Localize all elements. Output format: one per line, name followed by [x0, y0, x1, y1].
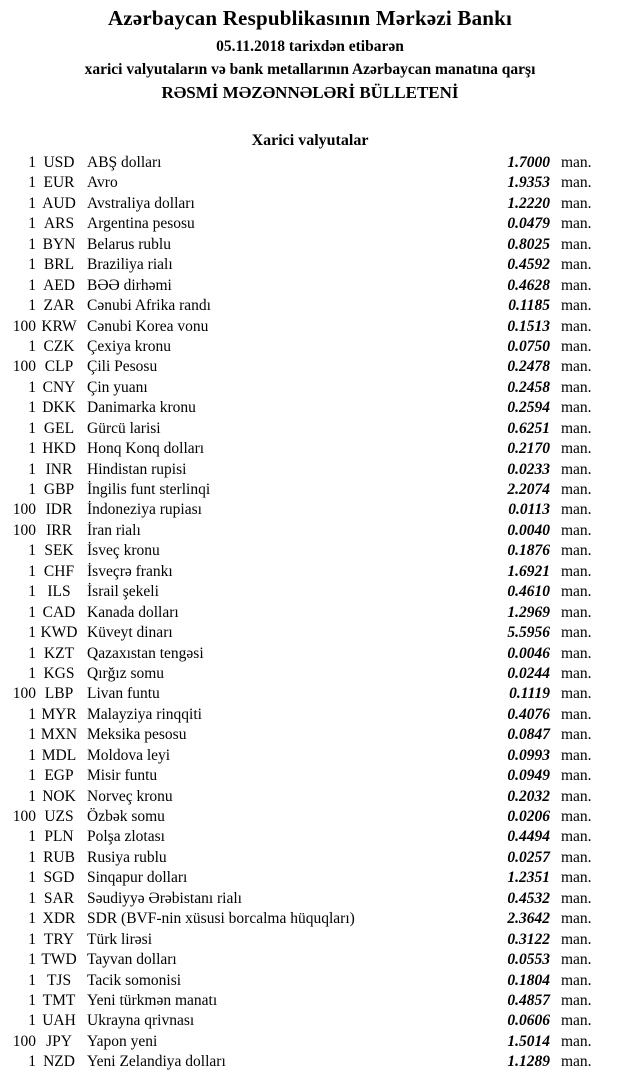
rate-row	[0, 725, 620, 745]
row-currency-code: BRL	[43, 256, 75, 274]
row-quantity: 1	[28, 930, 36, 948]
row-currency-code: ZAR	[43, 297, 75, 315]
bulletin-title: RƏSMİ MƏZƏNNƏLƏRİ BÜLLETENİ	[161, 83, 459, 102]
rate-row	[0, 255, 620, 275]
rate-row	[0, 337, 620, 357]
row-currency-name: Misir funtu	[87, 767, 158, 785]
row-currency-name: Yeni türkmən manatı	[87, 991, 218, 1009]
row-quantity: 1	[28, 991, 36, 1009]
row-unit-label: man.	[561, 889, 592, 907]
rate-row	[0, 1032, 620, 1052]
rate-row	[0, 235, 620, 255]
row-rate-value: 0.0046	[507, 644, 550, 662]
bank-name-title: Azərbaycan Respublikasının Mərkəzi Bankı	[107, 6, 513, 30]
row-rate-value: 1.2969	[507, 603, 550, 621]
row-currency-code: BYN	[42, 235, 76, 253]
row-unit-label: man.	[561, 317, 592, 335]
row-quantity: 1	[28, 460, 36, 478]
rate-row	[0, 562, 620, 582]
row-rate-value: 0.4532	[507, 889, 550, 907]
row-unit-label: man.	[561, 235, 592, 253]
row-quantity: 1	[28, 542, 36, 560]
row-currency-name: Qırğız somu	[87, 664, 165, 682]
rate-row	[0, 950, 620, 970]
row-quantity: 1	[28, 624, 36, 642]
row-quantity: 1	[28, 194, 36, 212]
row-quantity: 1	[28, 419, 36, 437]
rate-row	[0, 705, 620, 725]
rate-row	[0, 766, 620, 786]
row-currency-name: İsveç kronu	[87, 542, 160, 560]
row-currency-name: Tacik somonisi	[87, 971, 182, 989]
row-currency-code: PLN	[44, 828, 74, 846]
row-currency-code: KZT	[43, 644, 75, 662]
row-currency-code: EGP	[44, 767, 74, 785]
row-currency-name: İsrail şekeli	[87, 583, 159, 601]
row-unit-label: man.	[561, 705, 592, 723]
row-currency-code: EUR	[43, 174, 75, 192]
rate-row	[0, 173, 620, 193]
row-currency-code: IRR	[46, 521, 72, 539]
rate-row	[0, 930, 620, 950]
row-currency-code: AUD	[42, 194, 76, 212]
row-currency-code: JPY	[46, 1032, 72, 1050]
rate-row	[0, 214, 620, 234]
row-unit-label: man.	[561, 501, 592, 519]
row-rate-value: 1.5014	[507, 1032, 550, 1050]
row-rate-value: 2.2074	[507, 481, 550, 498]
row-currency-name: Yeni Zelandiya dolları	[87, 1053, 226, 1071]
rate-row	[0, 439, 620, 459]
row-quantity: 100	[12, 501, 36, 519]
row-currency-name: Polşa zlotası	[87, 828, 165, 846]
row-rate-value: 1.2351	[507, 869, 550, 887]
rate-row	[0, 153, 620, 173]
row-quantity: 1	[28, 644, 36, 662]
row-quantity: 1	[28, 726, 36, 744]
rate-row	[0, 909, 620, 929]
row-currency-code: CZK	[43, 337, 75, 355]
row-currency-name: İndoneziya rupiası	[87, 501, 202, 519]
row-unit-label: man.	[561, 337, 592, 355]
row-unit-label: man.	[561, 603, 592, 621]
rate-row	[0, 419, 620, 439]
row-unit-label: man.	[561, 726, 592, 744]
row-quantity: 1	[28, 705, 36, 723]
row-rate-value: 0.1119	[509, 685, 550, 703]
rate-row	[0, 684, 620, 704]
row-currency-name: Çin yuanı	[87, 378, 148, 396]
row-currency-name: Özbək somu	[87, 808, 165, 825]
row-currency-code: HKD	[42, 440, 76, 458]
row-currency-code: CNY	[42, 378, 76, 396]
row-rate-value: 0.4592	[507, 256, 550, 274]
row-unit-label: man.	[561, 828, 592, 846]
rate-row	[0, 1052, 620, 1072]
row-unit-label: man.	[561, 1032, 592, 1050]
rate-row	[0, 623, 620, 643]
row-unit-label: man.	[561, 1012, 592, 1030]
row-rate-value: 0.2478	[507, 358, 550, 376]
row-quantity: 100	[12, 358, 36, 376]
row-currency-name: Avro	[87, 174, 118, 192]
row-unit-label: man.	[561, 256, 592, 274]
row-unit-label: man.	[561, 583, 592, 601]
section-title-foreign-currencies: Xarici valyutalar	[251, 132, 369, 149]
row-currency-code: SGD	[43, 869, 75, 887]
row-currency-code: ILS	[47, 583, 71, 601]
row-unit-label: man.	[561, 460, 592, 478]
row-currency-name: İsveçrə frankı	[87, 562, 173, 580]
row-rate-value: 0.0993	[507, 746, 550, 764]
row-unit-label: man.	[561, 991, 592, 1009]
row-quantity: 1	[28, 154, 36, 171]
row-currency-name: Çili Pesosu	[87, 358, 158, 376]
row-quantity: 1	[28, 215, 36, 233]
row-currency-code: TJS	[46, 971, 72, 989]
row-currency-name: Argentina pesosu	[87, 215, 195, 233]
row-unit-label: man.	[561, 971, 592, 989]
row-currency-name: Hindistan rupisi	[87, 460, 187, 478]
row-quantity: 1	[28, 583, 36, 601]
row-rate-value: 0.0233	[507, 460, 550, 478]
row-rate-value: 2.3642	[507, 910, 550, 928]
row-currency-code: MYR	[41, 705, 77, 723]
row-unit-label: man.	[561, 542, 592, 560]
row-quantity: 1	[28, 603, 36, 621]
rate-row	[0, 971, 620, 991]
row-rate-value: 1.9353	[507, 174, 550, 192]
row-rate-value: 0.1804	[507, 971, 550, 989]
row-currency-code: TMT	[42, 991, 76, 1009]
row-currency-code: SAR	[43, 889, 75, 907]
row-rate-value: 0.0257	[507, 848, 550, 866]
row-currency-name: SDR (BVF-nin xüsusi borcalma hüquqları)	[87, 910, 355, 928]
row-unit-label: man.	[561, 521, 592, 539]
row-currency-name: Braziliya rialı	[87, 256, 173, 274]
row-currency-code: NOK	[42, 787, 76, 805]
rate-row	[0, 317, 620, 337]
row-unit-label: man.	[561, 624, 592, 642]
row-currency-code: KWD	[40, 624, 78, 642]
row-rate-value: 1.2220	[507, 194, 550, 212]
row-currency-name: Moldova leyi	[87, 746, 171, 764]
row-unit-label: man.	[561, 644, 592, 662]
row-currency-code: CHF	[43, 562, 75, 580]
rate-row	[0, 1011, 620, 1031]
row-unit-label: man.	[561, 1053, 592, 1071]
row-quantity: 1	[28, 440, 36, 458]
rate-row	[0, 194, 620, 214]
row-unit-label: man.	[561, 194, 592, 212]
row-rate-value: 0.0949	[507, 767, 550, 785]
rate-row	[0, 746, 620, 766]
row-currency-code: LBP	[44, 685, 74, 703]
row-unit-label: man.	[561, 951, 592, 969]
row-rate-value: 0.1876	[507, 542, 550, 560]
row-quantity: 1	[28, 256, 36, 274]
row-quantity: 1	[28, 971, 36, 989]
row-currency-code: MDL	[41, 746, 77, 764]
row-currency-code: RUB	[43, 848, 75, 866]
rate-row	[0, 582, 620, 602]
row-quantity: 1	[28, 848, 36, 866]
row-unit-label: man.	[561, 562, 592, 580]
rate-row	[0, 644, 620, 664]
row-quantity: 1	[28, 746, 36, 764]
row-currency-code: IDR	[45, 501, 73, 519]
rate-row	[0, 480, 620, 500]
row-quantity: 100	[12, 808, 36, 825]
row-quantity: 1	[28, 664, 36, 682]
row-currency-name: Türk lirəsi	[87, 930, 152, 948]
row-quantity: 1	[28, 889, 36, 907]
row-quantity: 1	[28, 235, 36, 253]
row-currency-code: UAH	[42, 1012, 76, 1030]
row-currency-name: İngilis funt sterlinqi	[87, 481, 211, 498]
row-unit-label: man.	[561, 399, 592, 417]
rate-row	[0, 807, 620, 827]
rate-row	[0, 827, 620, 847]
row-currency-name: Danimarka kronu	[87, 399, 196, 417]
row-currency-name: Avstraliya dolları	[87, 194, 195, 212]
row-quantity: 100	[12, 1032, 36, 1050]
row-currency-name: Səudiyyə Ərəbistanı rialı	[87, 889, 242, 907]
rate-row	[0, 991, 620, 1011]
row-rate-value: 0.1513	[507, 317, 550, 335]
row-quantity: 1	[28, 910, 36, 928]
rate-row	[0, 296, 620, 316]
row-unit-label: man.	[561, 767, 592, 785]
row-rate-value: 0.4857	[507, 991, 550, 1009]
row-quantity: 1	[28, 297, 36, 315]
row-currency-code: GEL	[43, 419, 75, 437]
row-currency-code: ARS	[43, 215, 75, 233]
row-quantity: 1	[28, 1053, 36, 1071]
row-currency-code: DKK	[42, 399, 76, 417]
row-rate-value: 0.0040	[507, 521, 550, 539]
row-rate-value: 0.8025	[507, 235, 550, 253]
row-rate-value: 0.4610	[507, 583, 550, 601]
row-currency-code: KGS	[43, 664, 75, 682]
row-quantity: 1	[28, 767, 36, 785]
row-currency-name: Cənubi Korea vonu	[87, 317, 209, 335]
row-unit-label: man.	[561, 910, 592, 928]
row-currency-name: Cənubi Afrika randı	[87, 297, 211, 315]
row-quantity: 100	[12, 685, 36, 703]
row-quantity: 1	[28, 399, 36, 417]
row-unit-label: man.	[561, 787, 592, 805]
row-currency-code: USD	[43, 154, 75, 171]
row-unit-label: man.	[561, 297, 592, 315]
row-unit-label: man.	[561, 440, 592, 458]
rate-row	[0, 664, 620, 684]
row-currency-code: TRY	[43, 930, 75, 948]
row-currency-code: XDR	[42, 910, 76, 928]
row-currency-code: NZD	[43, 1053, 75, 1071]
row-quantity: 1	[28, 869, 36, 887]
row-unit-label: man.	[561, 746, 592, 764]
row-currency-name: ABŞ dolları	[87, 154, 162, 171]
effective-date-line: 05.11.2018 tarixdən etibarən	[216, 38, 404, 55]
row-currency-code: GBP	[43, 481, 75, 498]
row-currency-name: Honq Konq dolları	[87, 440, 205, 458]
row-currency-name: Belarus rublu	[87, 235, 171, 253]
row-unit-label: man.	[561, 154, 592, 171]
row-currency-code: SEK	[44, 542, 74, 560]
row-unit-label: man.	[561, 664, 592, 682]
row-currency-code: INR	[45, 460, 73, 478]
row-currency-name: BƏƏ dirhəmi	[87, 276, 172, 294]
row-currency-name: İran rialı	[87, 521, 141, 539]
row-currency-name: Meksika pesosu	[87, 726, 187, 744]
row-unit-label: man.	[561, 174, 592, 192]
row-rate-value: 0.4628	[507, 276, 550, 294]
row-unit-label: man.	[561, 930, 592, 948]
exchange-rates-table	[0, 153, 620, 1073]
row-rate-value: 0.2594	[507, 399, 550, 417]
rate-row	[0, 276, 620, 296]
rate-row	[0, 378, 620, 398]
row-rate-value: 0.6251	[507, 419, 550, 437]
row-quantity: 1	[28, 378, 36, 396]
row-quantity: 1	[28, 337, 36, 355]
row-quantity: 1	[28, 481, 36, 498]
row-rate-value: 0.4076	[507, 705, 550, 723]
rate-row	[0, 398, 620, 418]
row-currency-name: Çexiya kronu	[87, 337, 171, 355]
row-currency-code: CAD	[42, 603, 76, 621]
rate-row	[0, 848, 620, 868]
row-unit-label: man.	[561, 685, 592, 703]
row-rate-value: 0.2170	[507, 440, 550, 458]
row-quantity: 1	[28, 951, 36, 969]
rate-row	[0, 357, 620, 377]
row-rate-value: 5.5956	[507, 624, 550, 642]
row-rate-value: 0.3122	[507, 930, 550, 948]
row-currency-name: Ukrayna qrivnası	[87, 1012, 195, 1030]
row-rate-value: 0.0244	[507, 664, 550, 682]
rate-row	[0, 603, 620, 623]
row-rate-value: 0.2032	[507, 787, 550, 805]
row-rate-value: 0.0206	[507, 808, 550, 825]
rate-row	[0, 787, 620, 807]
row-currency-code: AED	[43, 276, 75, 294]
row-rate-value: 0.0113	[508, 501, 550, 519]
row-unit-label: man.	[561, 358, 592, 376]
row-currency-name: Yapon yeni	[87, 1032, 158, 1050]
row-currency-name: Gürcü larisi	[87, 419, 161, 437]
row-currency-code: MXN	[40, 726, 78, 744]
row-unit-label: man.	[561, 848, 592, 866]
row-rate-value: 0.4494	[507, 828, 550, 846]
rate-row	[0, 500, 620, 520]
row-currency-name: Tayvan dolları	[87, 951, 177, 969]
row-unit-label: man.	[561, 276, 592, 294]
row-currency-code: TWD	[41, 951, 77, 969]
row-unit-label: man.	[561, 481, 592, 498]
row-currency-name: Livan funtu	[87, 685, 160, 703]
row-rate-value: 0.0553	[507, 951, 550, 969]
row-quantity: 1	[28, 787, 36, 805]
row-rate-value: 0.0606	[507, 1012, 550, 1030]
row-unit-label: man.	[561, 378, 592, 396]
rate-row	[0, 541, 620, 561]
row-currency-code: KRW	[41, 317, 77, 335]
row-currency-name: Kanada dolları	[87, 603, 179, 621]
rate-row	[0, 460, 620, 480]
row-rate-value: 0.0847	[507, 726, 550, 744]
row-quantity: 1	[28, 562, 36, 580]
row-quantity: 1	[28, 276, 36, 294]
row-currency-code: UZS	[44, 808, 74, 825]
rate-row	[0, 889, 620, 909]
row-currency-name: Küveyt dinarı	[87, 624, 173, 642]
row-currency-name: Qazaxıstan tengəsi	[87, 644, 204, 662]
rate-row	[0, 868, 620, 888]
row-unit-label: man.	[561, 419, 592, 437]
row-unit-label: man.	[561, 869, 592, 887]
row-currency-name: Malayziya rinqqiti	[87, 705, 202, 723]
row-unit-label: man.	[561, 215, 592, 233]
row-quantity: 1	[28, 174, 36, 192]
row-quantity: 100	[12, 317, 36, 335]
row-quantity: 1	[28, 828, 36, 846]
row-rate-value: 1.6921	[507, 562, 550, 580]
row-currency-name: Sinqapur dolları	[87, 869, 188, 887]
row-rate-value: 0.2458	[507, 378, 550, 396]
row-rate-value: 0.1185	[508, 297, 550, 315]
row-quantity: 1	[28, 1012, 36, 1030]
row-rate-value: 1.7000	[507, 154, 550, 171]
row-rate-value: 0.0750	[507, 337, 550, 355]
row-quantity: 100	[12, 521, 36, 539]
row-unit-label: man.	[561, 808, 592, 825]
row-rate-value: 1.1289	[507, 1053, 550, 1071]
row-currency-name: Rusiya rublu	[87, 848, 167, 866]
row-currency-name: Norveç kronu	[87, 787, 173, 805]
bulletin-subtitle: xarici valyutaların və bank metallarının Azərbaycan manatına qarşı	[84, 61, 536, 78]
row-rate-value: 0.0479	[507, 215, 550, 233]
rate-row	[0, 521, 620, 541]
row-currency-code: CLP	[44, 358, 74, 376]
